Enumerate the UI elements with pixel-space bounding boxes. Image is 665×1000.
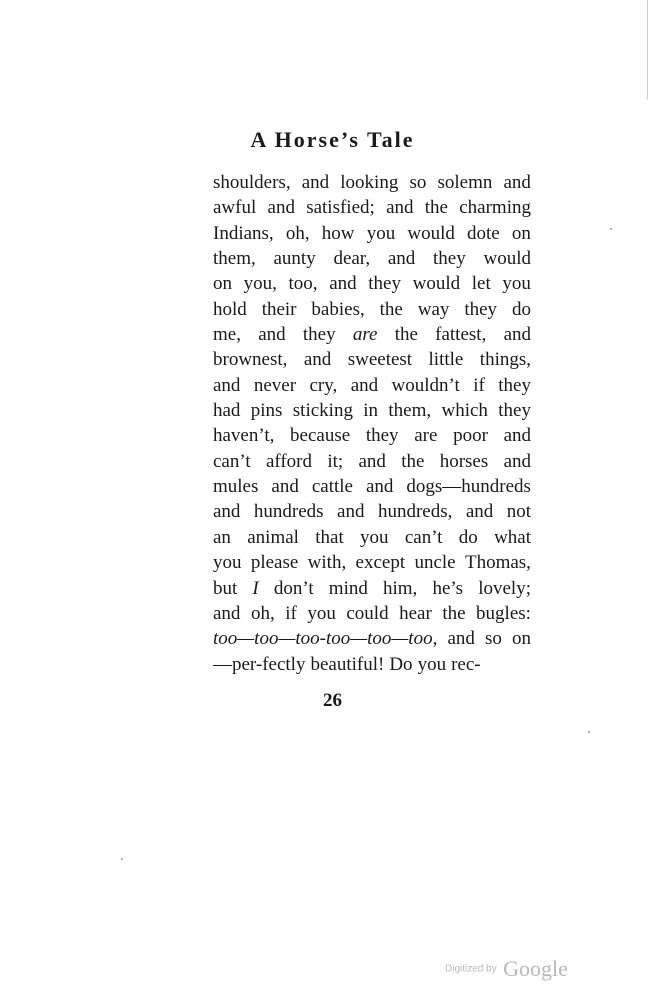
word: and bbox=[337, 501, 365, 523]
word: what bbox=[494, 526, 531, 548]
word: solemn bbox=[437, 172, 493, 193]
scan-speck bbox=[121, 858, 123, 860]
word: can’t bbox=[213, 450, 251, 472]
word: the bbox=[394, 324, 418, 346]
word: haven’t, bbox=[213, 425, 275, 447]
word: don’t bbox=[273, 577, 314, 599]
word: and bbox=[503, 324, 531, 346]
word: and bbox=[447, 628, 475, 650]
word: you bbox=[366, 222, 396, 244]
word: and bbox=[258, 324, 286, 346]
word: babies, bbox=[311, 298, 365, 320]
word: and bbox=[271, 476, 299, 498]
text-line bbox=[213, 297, 531, 322]
word: brownest, bbox=[213, 349, 288, 371]
word: do bbox=[458, 526, 478, 548]
running-title: A Horse’s Tale bbox=[250, 127, 415, 152]
text-line bbox=[213, 398, 531, 423]
word: dogs—hundreds bbox=[406, 476, 531, 498]
watermark-brand: Google bbox=[503, 956, 568, 981]
word: sticking bbox=[292, 400, 353, 422]
word: mules bbox=[213, 476, 259, 498]
word: and bbox=[465, 501, 494, 523]
word: had bbox=[213, 400, 241, 422]
word: and bbox=[213, 602, 241, 624]
word: you bbox=[307, 602, 336, 624]
word: because bbox=[290, 425, 351, 447]
word: and bbox=[350, 374, 379, 396]
word: an bbox=[213, 526, 231, 548]
text-line bbox=[213, 652, 531, 677]
page-number: 26 bbox=[323, 690, 342, 711]
word: things, bbox=[479, 349, 531, 371]
page-edge-line bbox=[647, 0, 648, 100]
scan-speck bbox=[588, 731, 590, 733]
word: sweetest bbox=[347, 349, 413, 371]
word: them, bbox=[213, 248, 256, 270]
word: afford bbox=[265, 450, 313, 472]
word: on bbox=[512, 628, 531, 650]
word: and bbox=[267, 197, 295, 219]
word: they bbox=[498, 400, 531, 422]
word: their bbox=[261, 298, 297, 320]
word: you bbox=[213, 552, 242, 574]
word: please bbox=[250, 552, 299, 574]
word: it; bbox=[327, 450, 344, 472]
word: uncle bbox=[414, 552, 456, 574]
word: never bbox=[253, 374, 297, 396]
word: hundreds, bbox=[377, 501, 453, 523]
text-line bbox=[213, 525, 531, 550]
word: and bbox=[503, 172, 531, 193]
word: too, bbox=[288, 273, 318, 295]
word: the bbox=[379, 298, 403, 320]
text-line bbox=[213, 322, 531, 347]
word: hundreds bbox=[253, 501, 324, 523]
word: and bbox=[365, 476, 394, 498]
text-line bbox=[213, 246, 531, 271]
word: and bbox=[301, 172, 330, 193]
word: hear bbox=[399, 602, 432, 624]
text-line bbox=[213, 347, 531, 372]
text-line bbox=[213, 271, 531, 296]
text-line bbox=[213, 170, 531, 195]
word: you bbox=[502, 273, 531, 295]
word: cattle bbox=[311, 476, 353, 498]
watermark-prefix: Digitized by bbox=[445, 963, 497, 975]
word: poor bbox=[453, 425, 488, 447]
text-line bbox=[213, 474, 531, 499]
digitized-by-google-watermark bbox=[445, 956, 568, 982]
text-line bbox=[213, 195, 531, 220]
word: they bbox=[433, 248, 466, 270]
word: except bbox=[355, 552, 406, 574]
word: bugles: bbox=[476, 602, 531, 624]
word: little bbox=[428, 349, 464, 371]
word: on bbox=[511, 222, 531, 244]
word: dear, bbox=[333, 248, 371, 270]
word: charming bbox=[459, 197, 531, 219]
word: on bbox=[213, 273, 232, 295]
word: that bbox=[315, 526, 344, 548]
word: dote bbox=[467, 222, 500, 244]
word: horses bbox=[439, 450, 489, 472]
word: aunty bbox=[273, 248, 316, 270]
word: are bbox=[414, 425, 438, 447]
word: Indians, bbox=[213, 222, 274, 244]
word: beautiful! bbox=[310, 653, 385, 675]
word: with, bbox=[307, 552, 347, 574]
word: would bbox=[412, 273, 461, 295]
word: Do bbox=[389, 653, 413, 675]
word: him, bbox=[383, 577, 418, 599]
word: and bbox=[303, 349, 332, 371]
word: the bbox=[401, 450, 425, 472]
word: and bbox=[213, 374, 241, 396]
word: fattest, bbox=[435, 324, 487, 346]
word: could bbox=[346, 602, 389, 624]
word: Thomas, bbox=[464, 552, 531, 574]
word: so bbox=[484, 628, 502, 650]
text-line bbox=[213, 576, 531, 601]
word: you bbox=[417, 653, 447, 675]
text-line bbox=[213, 449, 531, 474]
word: so bbox=[409, 172, 427, 193]
word: lovely; bbox=[478, 577, 531, 599]
word: hold bbox=[213, 298, 247, 320]
word: mind bbox=[328, 577, 368, 599]
word: and bbox=[329, 273, 357, 295]
word: wouldn’t bbox=[391, 374, 460, 396]
word: pins bbox=[250, 400, 283, 422]
text-line bbox=[213, 373, 531, 398]
word: do bbox=[511, 298, 531, 320]
word: cry, bbox=[309, 374, 338, 396]
word: oh, bbox=[250, 602, 275, 624]
word: they bbox=[368, 273, 401, 295]
word: in bbox=[363, 400, 379, 422]
word: they bbox=[365, 425, 399, 447]
word: and bbox=[386, 197, 414, 219]
text-line bbox=[213, 423, 531, 448]
word: he’s bbox=[432, 577, 464, 599]
word: not bbox=[506, 501, 531, 523]
word: if bbox=[473, 374, 485, 396]
word: oh, bbox=[285, 222, 310, 244]
word: can’t bbox=[404, 526, 443, 548]
word: and bbox=[503, 450, 531, 472]
word: they bbox=[302, 324, 336, 346]
word: and bbox=[503, 425, 531, 447]
word: them, bbox=[388, 400, 432, 422]
word: satisfied; bbox=[306, 197, 375, 219]
text-line bbox=[213, 550, 531, 575]
word: awful bbox=[213, 197, 257, 219]
word: how bbox=[321, 222, 355, 244]
word: I bbox=[252, 577, 259, 599]
word: the bbox=[424, 197, 448, 219]
word: if bbox=[285, 602, 297, 624]
text-line bbox=[213, 626, 531, 651]
text-line bbox=[213, 221, 531, 246]
text-line bbox=[213, 499, 531, 524]
body-text bbox=[213, 170, 531, 677]
word: they bbox=[464, 298, 498, 320]
word: the bbox=[442, 602, 466, 624]
word: me, bbox=[213, 324, 241, 346]
word: shoulders, bbox=[213, 172, 291, 193]
word: and bbox=[387, 248, 416, 270]
word: would bbox=[483, 248, 531, 270]
text-line bbox=[213, 601, 531, 626]
word: too—too—too-too—too—too, bbox=[213, 628, 438, 650]
word: which bbox=[441, 400, 488, 422]
word: are bbox=[352, 324, 378, 346]
word: let bbox=[471, 273, 491, 295]
word: you, bbox=[243, 273, 277, 295]
word: rec- bbox=[451, 653, 481, 675]
word: —per-fectly bbox=[213, 653, 306, 675]
word: but bbox=[213, 577, 238, 599]
word: would bbox=[407, 222, 455, 244]
word: and bbox=[213, 501, 241, 523]
scan-speck bbox=[610, 228, 612, 230]
word: they bbox=[498, 374, 531, 396]
word: looking bbox=[340, 172, 399, 193]
word: way bbox=[417, 298, 450, 320]
word: you bbox=[360, 526, 389, 548]
word: animal bbox=[247, 526, 299, 548]
word: and bbox=[358, 450, 386, 472]
